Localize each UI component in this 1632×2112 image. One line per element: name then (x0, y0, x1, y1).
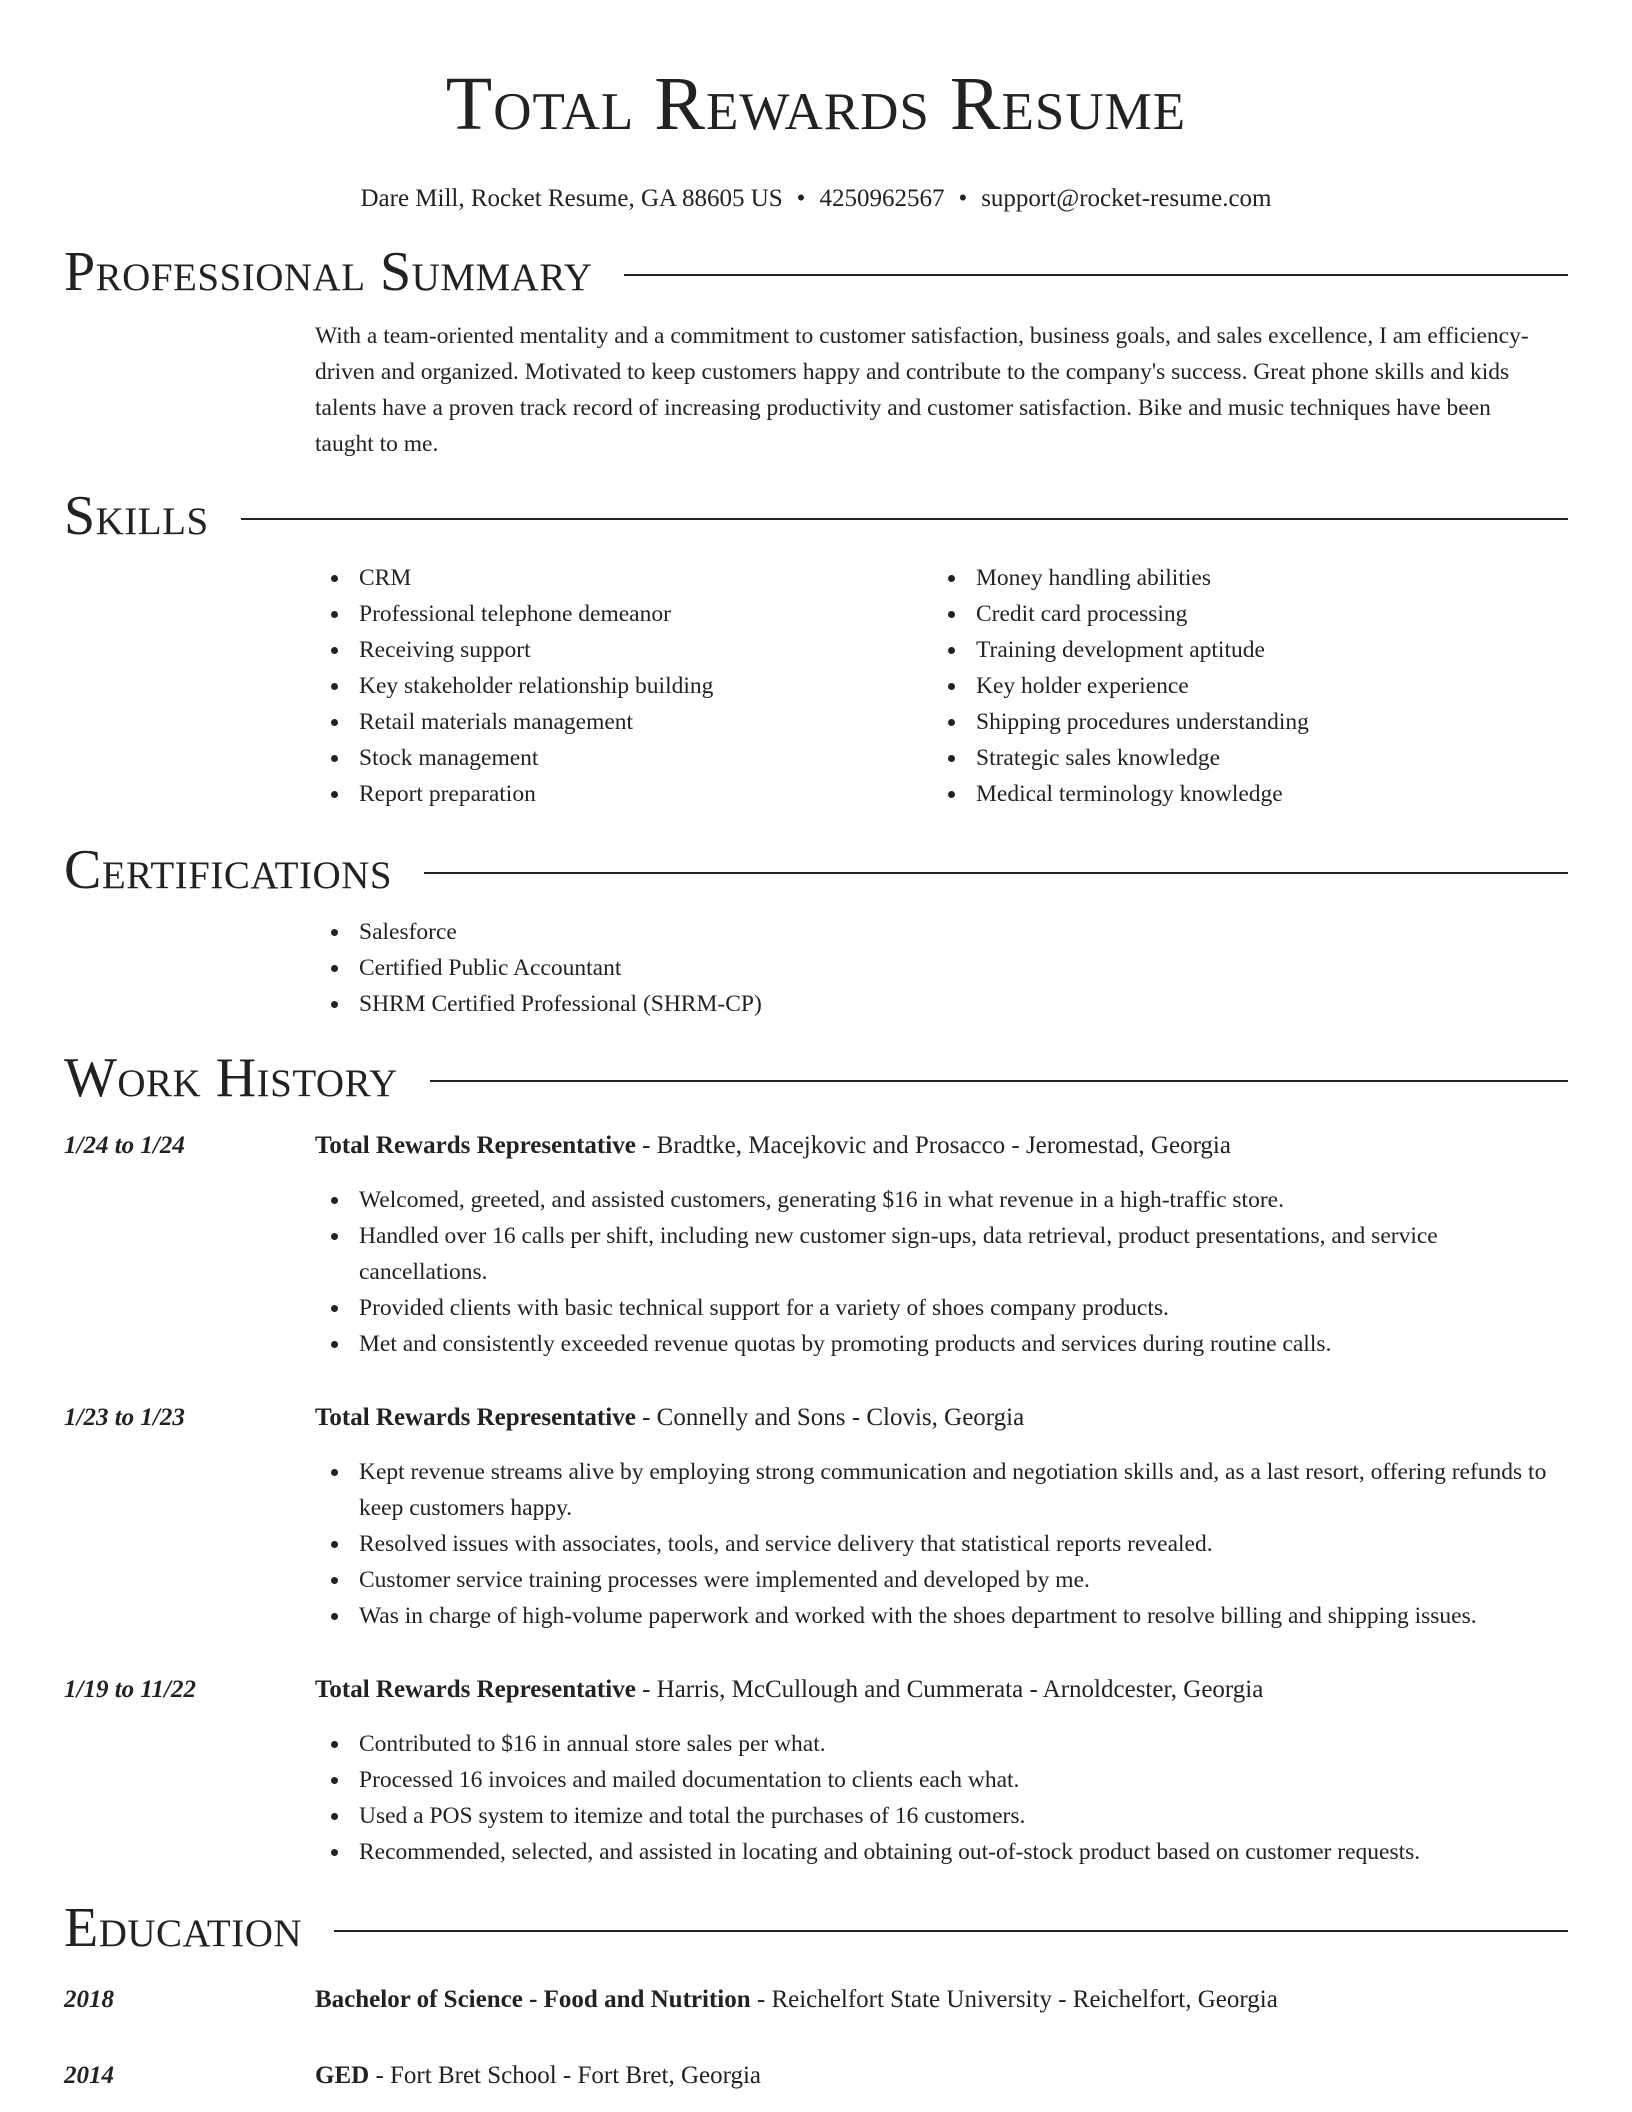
skills-list (315, 560, 1568, 812)
contact-address: Dare Mill, Rocket Resume, GA 88605 US (360, 185, 783, 212)
job-bullets (315, 1726, 1568, 1870)
job-title: Total Rewards Representative (315, 1404, 636, 1431)
skill-item: Medical terminology knowledge (932, 776, 1568, 812)
job-bullet: Customer service training processes were implemented and developed by me. (315, 1562, 1568, 1598)
section-divider (424, 872, 1568, 874)
contact-separator: • (796, 185, 806, 212)
skill-item: Credit card processing (932, 596, 1568, 632)
job-employer: - Harris, McCullough and Cummerata - Arnoldcester, Georgia (635, 1676, 1264, 1703)
job-entry (64, 1400, 1568, 1634)
job-bullets (315, 1454, 1568, 1634)
skill-item: Stock management (315, 740, 932, 776)
section-divider (624, 274, 1568, 276)
job-title: Total Rewards Representative (315, 1676, 636, 1703)
skill-item: Receiving support (315, 632, 932, 668)
job-bullet: Resolved issues with associates, tools, and service delivery that statistical reports revealed. (315, 1526, 1568, 1562)
education-line (315, 2058, 761, 2094)
skill-item: CRM (315, 560, 932, 596)
summary-heading: Professional Summary (64, 241, 593, 303)
job-date: 1/19 to 11/22 (64, 1676, 196, 1703)
skills-column-left (315, 560, 932, 812)
job-bullet: Kept revenue streams alive by employing strong communication and negotiation skills and, as a last resort, offering refunds to keep customers happy. (315, 1454, 1568, 1526)
job-heading-line (315, 1128, 1231, 1164)
job-bullet: Provided clients with basic technical support for a variety of shoes company products. (315, 1290, 1568, 1326)
skill-item: Professional telephone demeanor (315, 596, 932, 632)
job-employer: - Bradtke, Macejkovic and Prosacco - Jeromestad, Georgia (635, 1132, 1231, 1159)
job-heading-line (315, 1672, 1263, 1708)
work-section-header (64, 1046, 1568, 1110)
skill-item: Key holder experience (932, 668, 1568, 704)
certification-item: Certified Public Accountant (315, 950, 1568, 986)
education-year: 2018 (64, 1986, 114, 2013)
skill-item: Training development aptitude (932, 632, 1568, 668)
job-bullet: Met and consistently exceeded revenue quotas by promoting products and services during routine calls. (315, 1326, 1568, 1362)
education-school: - Fort Bret School - Fort Bret, Georgia (369, 2062, 762, 2089)
skill-item: Report preparation (315, 776, 932, 812)
skill-item: Key stakeholder relationship building (315, 668, 932, 704)
job-bullet: Welcomed, greeted, and assisted customers, generating $16 in what revenue in a high-traffic store. (315, 1182, 1568, 1218)
job-entry (64, 1672, 1568, 1870)
job-date: 1/23 to 1/23 (64, 1404, 185, 1431)
certification-item: Salesforce (315, 914, 1568, 950)
job-header (64, 1128, 1568, 1164)
skill-item: Strategic sales knowledge (932, 740, 1568, 776)
job-bullet: Used a POS system to itemize and total the purchases of 16 customers. (315, 1798, 1568, 1834)
job-bullet: Contributed to $16 in annual store sales per what. (315, 1726, 1568, 1762)
certification-item: SHRM Certified Professional (SHRM-CP) (315, 986, 1568, 1022)
section-divider (241, 518, 1568, 520)
skills-section-header (64, 484, 1568, 548)
certifications-heading: Certifications (64, 839, 393, 901)
contact-line (64, 184, 1568, 214)
education-entry (64, 1982, 1568, 2018)
work-heading: Work History (64, 1047, 398, 1109)
contact-separator: • (958, 185, 968, 212)
skill-item: Shipping procedures understanding (932, 704, 1568, 740)
section-divider (430, 1080, 1568, 1082)
job-header (64, 1400, 1568, 1436)
job-heading-line (315, 1400, 1024, 1436)
education-line (315, 1982, 1278, 2018)
education-heading: Education (64, 1897, 303, 1959)
job-title: Total Rewards Representative (315, 1132, 636, 1159)
skills-column-right (932, 560, 1568, 812)
education-entry (64, 2058, 1568, 2094)
education-year: 2014 (64, 2062, 114, 2089)
job-bullet: Processed 16 invoices and mailed documentation to clients each what. (315, 1762, 1568, 1798)
education-degree: Bachelor of Science - Food and Nutrition (315, 1986, 751, 2013)
job-entry (64, 1128, 1568, 1362)
skill-item: Money handling abilities (932, 560, 1568, 596)
education-school: - Reichelfort State University - Reichelfort, Georgia (750, 1986, 1278, 2013)
summary-section-header (64, 240, 1568, 304)
education-section-header (64, 1896, 1568, 1960)
certifications-section-header (64, 838, 1568, 902)
job-bullet: Was in charge of high-volume paperwork and worked with the shoes department to resolve billing and shipping issues. (315, 1598, 1568, 1634)
job-employer: - Connelly and Sons - Clovis, Georgia (635, 1404, 1025, 1431)
contact-email: support@rocket-resume.com (981, 185, 1272, 212)
page-title: Total Rewards Resume (445, 62, 1187, 146)
summary-text: With a team-oriented mentality and a commitment to customer satisfaction, business goals, and sales excellence, I am efficiency-driven and organized. Motivated to keep customers happy and contribute to the company's success. Great phone skills and kids talents have a proven track record of increasing productivity and customer satisfaction. Bike and music techniques have been taught to me. (315, 323, 1529, 457)
job-date: 1/24 to 1/24 (64, 1132, 185, 1159)
section-divider (334, 1930, 1568, 1932)
education-degree: GED (315, 2062, 370, 2089)
job-bullet: Recommended, selected, and assisted in locating and obtaining out-of-stock product based on customer requests. (315, 1834, 1568, 1870)
contact-phone: 4250962567 (819, 185, 945, 212)
job-bullets (315, 1182, 1568, 1362)
education-list (64, 1982, 1568, 2094)
skills-heading: Skills (64, 485, 209, 547)
job-bullet: Handled over 16 calls per shift, including new customer sign-ups, data retrieval, product presentations, and service cancellations. (315, 1218, 1568, 1290)
skill-item: Retail materials management (315, 704, 932, 740)
job-header (64, 1672, 1568, 1708)
certifications-list (315, 914, 1568, 1022)
work-history-list (64, 1128, 1568, 1870)
